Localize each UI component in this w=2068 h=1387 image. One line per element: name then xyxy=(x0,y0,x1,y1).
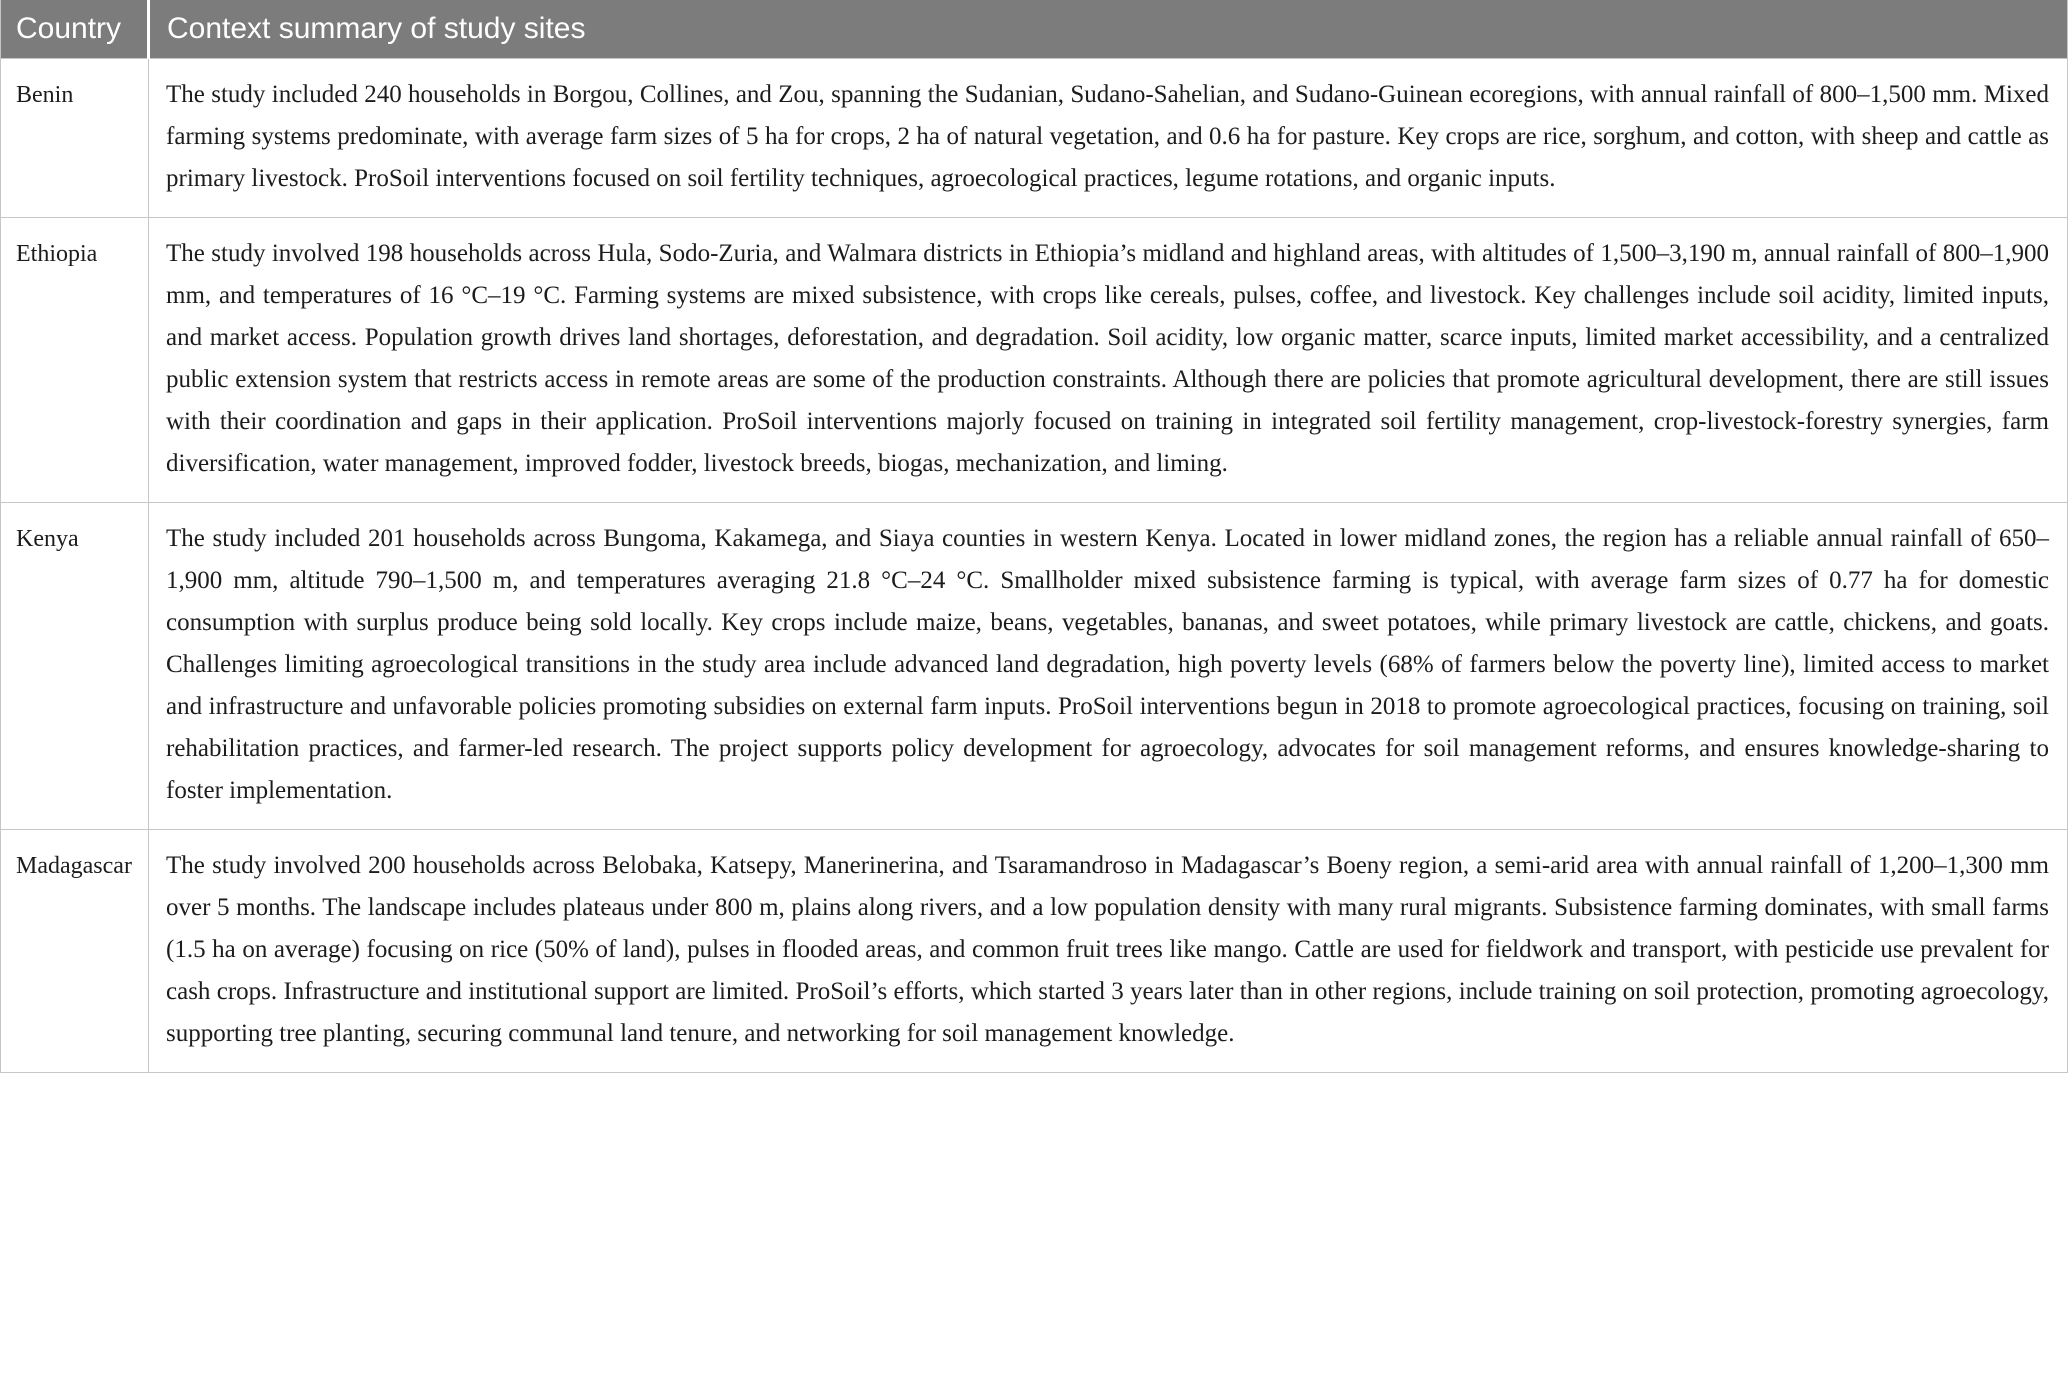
table-row-kenya xyxy=(1,503,2068,830)
table-row-ethiopia xyxy=(1,218,2068,503)
table-row-benin xyxy=(1,59,2068,218)
country-cell: Madagascar xyxy=(1,830,149,1073)
column-header-context-summary: Context summary of study sites xyxy=(149,0,2068,59)
country-cell: Benin xyxy=(1,59,149,218)
summary-cell: The study involved 200 households across Belobaka, Katsepy, Manerinerina, and Tsaramandroso in Madagascar’s Boeny region, a semi-arid area with annual rainfall of 1,200–1,300 mm over 5 months. The landscape includes plateaus under 800 m, plains along rivers, and a low population density with many rural migrants. Subsistence farming dominates, with small farms (1.5 ha on average) focusing on rice (50% of land), pulses in flooded areas, and common fruit trees like mango. Cattle are used for fieldwork and transport, with pesticide use prevalent for cash crops. Infrastructure and institutional support are limited. ProSoil’s efforts, which started 3 years later than in other regions, include training on soil protection, promoting agroecology, supporting tree planting, securing communal land tenure, and networking for soil management knowledge. xyxy=(149,830,2068,1073)
column-header-country: Country xyxy=(1,0,149,59)
country-cell: Ethiopia xyxy=(1,218,149,503)
summary-cell: The study involved 198 households across Hula, Sodo-Zuria, and Walmara districts in Ethiopia’s midland and highland areas, with altitudes of 1,500–3,190 m, annual rainfall of 800–1,900 mm, and temperatures of 16 °C–19 °C. Farming systems are mixed subsistence, with crops like cereals, pulses, coffee, and livestock. Key challenges include soil acidity, limited inputs, and market access. Population growth drives land shortages, deforestation, and degradation. Soil acidity, low organic matter, scarce inputs, limited market accessibility, and a centralized public extension system that restricts access in remote areas are some of the production constraints. Although there are policies that promote agricultural development, there are still issues with their coordination and gaps in their application. ProSoil interventions majorly focused on training in integrated soil fertility management, crop-livestock-forestry synergies, farm diversification, water management, improved fodder, livestock breeds, biogas, mechanization, and liming. xyxy=(149,218,2068,503)
table-row-madagascar xyxy=(1,830,2068,1073)
summary-cell: The study included 201 households across Bungoma, Kakamega, and Siaya counties in western Kenya. Located in lower midland zones, the region has a reliable annual rainfall of 650–1,900 mm, altitude 790–1,500 m, and temperatures averaging 21.8 °C–24 °C. Smallholder mixed subsistence farming is typical, with average farm sizes of 0.77 ha for domestic consumption with surplus produce being sold locally. Key crops include maize, beans, vegetables, bananas, and sweet potatoes, while primary livestock are cattle, chickens, and goats. Challenges limiting agroecological transitions in the study area include advanced land degradation, high poverty levels (68% of farmers below the poverty line), limited access to market and infrastructure and unfavorable policies promoting subsidies on external farm inputs. ProSoil interventions begun in 2018 to promote agroecological practices, focusing on training, soil rehabilitation practices, and farmer-led research. The project supports policy development for agroecology, advocates for soil management reforms, and ensures knowledge-sharing to foster implementation. xyxy=(149,503,2068,830)
table-header-row xyxy=(1,0,2068,59)
summary-cell: The study included 240 households in Borgou, Collines, and Zou, spanning the Sudanian, Sudano-Sahelian, and Sudano-Guinean ecoregions, with annual rainfall of 800–1,500 mm. Mixed farming systems predominate, with average farm sizes of 5 ha for crops, 2 ha of natural vegetation, and 0.6 ha for pasture. Key crops are rice, sorghum, and cotton, with sheep and cattle as primary livestock. ProSoil interventions focused on soil fertility techniques, agroecological practices, legume rotations, and organic inputs. xyxy=(149,59,2068,218)
country-cell: Kenya xyxy=(1,503,149,830)
